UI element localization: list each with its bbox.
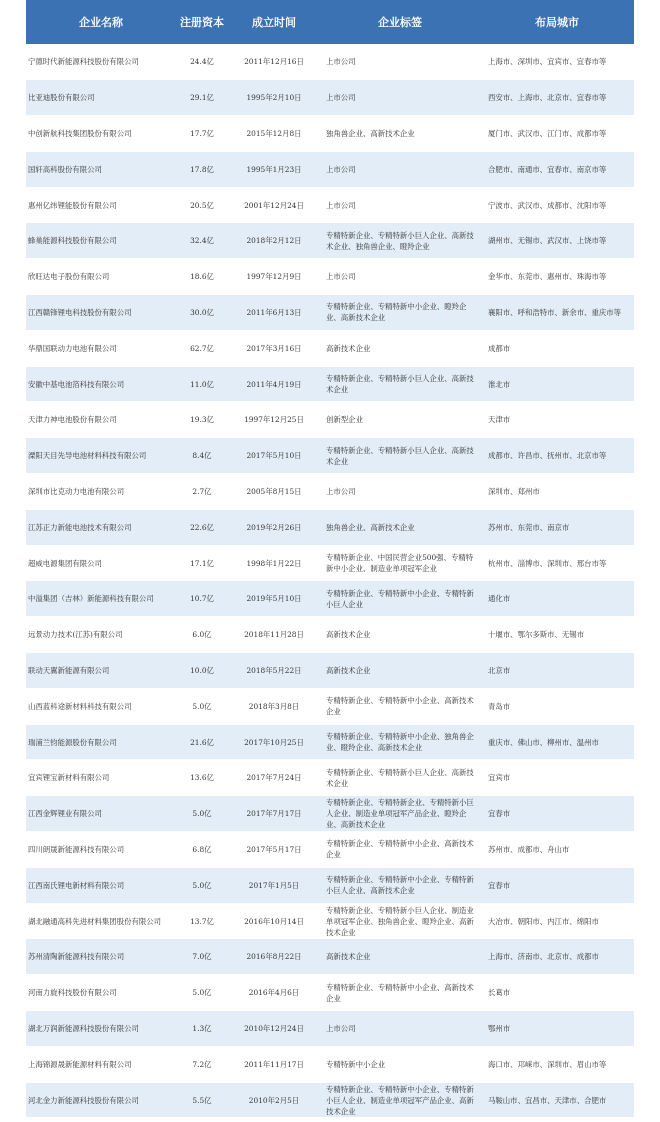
registered-capital-cell: 5.0亿 [176,688,228,724]
registered-capital-cell: 24.4亿 [176,44,228,80]
table-row [26,581,634,617]
founding-date-cell: 1997年12月25日 [228,402,320,438]
layout-cities-cell: 厦门市、武汉市、江门市、成都市等 [480,116,634,152]
founding-date-cell: 1995年2月10日 [228,80,320,116]
company-name-cell: 比亚迪股份有限公司 [26,80,176,116]
company-tags-cell: 专精特新企业、专精特新中小企业、瞪羚企业、高新技术企业 [320,295,480,331]
table-row [26,1046,634,1082]
layout-cities-cell: 天津市 [480,402,634,438]
table-row [26,867,634,903]
layout-cities-cell: 合肥市、南通市、宜春市、南京市等 [480,151,634,187]
table-row [26,187,634,223]
layout-cities-cell: 杭州市、淄博市、深圳市、邢台市等 [480,545,634,581]
company-tags-cell: 专精特新企业、专精特新中小企业、高新技术企业 [320,975,480,1011]
company-tags-cell: 专精特新企业、专精特新中小企业、高新技术企业 [320,688,480,724]
founding-date-cell: 2011年12月16日 [228,44,320,80]
company-name-cell: 江西金辉锂业有限公司 [26,796,176,832]
founding-date-cell: 2016年4月6日 [228,975,320,1011]
founding-date-cell: 2019年5月10日 [228,581,320,617]
company-tags-cell: 独角兽企业、高新技术企业 [320,509,480,545]
table-row [26,295,634,331]
layout-cities-cell: 青岛市 [480,688,634,724]
table-row [26,724,634,760]
registered-capital-cell: 18.6亿 [176,259,228,295]
company-name-cell: 中创新航科技集团股份有限公司 [26,116,176,152]
registered-capital-cell: 20.5亿 [176,187,228,223]
layout-cities-cell: 西安市、上海市、北京市、宜春市等 [480,80,634,116]
founding-date-cell: 2011年11月17日 [228,1046,320,1082]
company-name-cell: 宜宾锂宝新材料有限公司 [26,760,176,796]
table-row [26,438,634,474]
registered-capital-cell: 7.2亿 [176,1046,228,1082]
company-name-cell: 国轩高科股份有限公司 [26,151,176,187]
registered-capital-cell: 5.0亿 [176,867,228,903]
company-tags-cell: 专精特新企业、专精特新小巨人企业、高新技术企业、独角兽企业、瞪羚企业 [320,223,480,259]
registered-capital-cell: 1.3亿 [176,1011,228,1047]
registered-capital-cell: 13.6亿 [176,760,228,796]
founding-date-cell: 2017年5月17日 [228,832,320,868]
company-tags-cell: 高新技术企业 [320,939,480,975]
company-table-container [26,0,634,1118]
table-row [26,760,634,796]
table-row [26,474,634,510]
header-layout-cities: 布局城市 [480,0,634,44]
registered-capital-cell: 19.3亿 [176,402,228,438]
table-row [26,330,634,366]
layout-cities-cell: 马鞍山市、宜昌市、天津市、合肥市 [480,1082,634,1118]
registered-capital-cell: 29.1亿 [176,80,228,116]
registered-capital-cell: 2.7亿 [176,474,228,510]
company-tags-cell: 创新型企业 [320,402,480,438]
registered-capital-cell: 17.8亿 [176,151,228,187]
company-name-cell: 上海锦源晟新能源材料有限公司 [26,1046,176,1082]
table-row [26,939,634,975]
founding-date-cell: 1998年1月22日 [228,545,320,581]
founding-date-cell: 2018年5月22日 [228,653,320,689]
table-row [26,509,634,545]
layout-cities-cell: 大冶市、朝阳市、内江市、绵阳市 [480,903,634,939]
founding-date-cell: 2015年12月8日 [228,116,320,152]
layout-cities-cell: 上海市、深圳市、宜宾市、宜春市等 [480,44,634,80]
registered-capital-cell: 10.0亿 [176,653,228,689]
table-row [26,366,634,402]
founding-date-cell: 1997年12月9日 [228,259,320,295]
layout-cities-cell: 湖州市、无锡市、武汉市、上饶市等 [480,223,634,259]
table-row [26,796,634,832]
company-tags-cell: 上市公司 [320,474,480,510]
company-name-cell: 华鼎国联动力电池有限公司 [26,330,176,366]
company-name-cell: 山西蓝科途新材料科技有限公司 [26,688,176,724]
company-name-cell: 超威电源集团有限公司 [26,545,176,581]
table-row [26,545,634,581]
company-name-cell: 河南力旋科技股份有限公司 [26,975,176,1011]
table-row [26,80,634,116]
founding-date-cell: 2019年2月26日 [228,509,320,545]
company-tags-cell: 上市公司 [320,187,480,223]
registered-capital-cell: 5.0亿 [176,975,228,1011]
table-row [26,44,634,80]
registered-capital-cell: 6.8亿 [176,832,228,868]
founding-date-cell: 2017年1月5日 [228,867,320,903]
registered-capital-cell: 10.7亿 [176,581,228,617]
table-row [26,832,634,868]
founding-date-cell: 2017年7月24日 [228,760,320,796]
table-row [26,151,634,187]
layout-cities-cell: 宁波市、武汉市、成都市、沈阳市等 [480,187,634,223]
founding-date-cell: 2018年3月8日 [228,688,320,724]
layout-cities-cell: 宜宾市 [480,760,634,796]
layout-cities-cell: 宜春市 [480,867,634,903]
company-tags-cell: 专精特新企业、专精特新小巨人企业、高新技术企业 [320,760,480,796]
layout-cities-cell: 通化市 [480,581,634,617]
company-tags-cell: 专精特新企业、中国民营企业500强、专精特新中小企业、制造业单项冠军企业 [320,545,480,581]
founding-date-cell: 2011年4月19日 [228,366,320,402]
company-name-cell: 天津力神电池股份有限公司 [26,402,176,438]
company-name-cell: 欣旺达电子股份有限公司 [26,259,176,295]
registered-capital-cell: 8.4亿 [176,438,228,474]
company-name-cell: 联动天翼新能源有限公司 [26,653,176,689]
table-row [26,116,634,152]
layout-cities-cell: 海口市、邛崃市、深圳市、眉山市等 [480,1046,634,1082]
company-tags-cell: 专精特新企业、专精特新中小企业、高新技术企业 [320,832,480,868]
layout-cities-cell: 十堰市、鄂尔多斯市、无锡市 [480,617,634,653]
company-name-cell: 安徽中基电池箔科技有限公司 [26,366,176,402]
founding-date-cell: 2017年3月16日 [228,330,320,366]
registered-capital-cell: 11.0亿 [176,366,228,402]
founding-date-cell: 2016年10月14日 [228,903,320,939]
company-table [26,0,634,1118]
registered-capital-cell: 5.5亿 [176,1082,228,1118]
founding-date-cell: 2018年11月28日 [228,617,320,653]
header-founding-date: 成立时间 [228,0,320,44]
founding-date-cell: 2010年12月24日 [228,1011,320,1047]
table-row [26,688,634,724]
company-tags-cell: 上市公司 [320,1011,480,1047]
company-tags-cell: 专精特新企业、专精特新中小企业、专精特新小巨人企业 [320,581,480,617]
company-tags-cell: 专精特新企业、专精特新小巨人企业、制造业单项冠军企业、独角兽企业、瞪羚企业、高新技术企业 [320,903,480,939]
company-name-cell: 远景动力技术(江苏)有限公司 [26,617,176,653]
layout-cities-cell: 鄂州市 [480,1011,634,1047]
company-tags-cell: 独角兽企业、高新技术企业 [320,116,480,152]
registered-capital-cell: 30.0亿 [176,295,228,331]
table-body [26,44,634,1118]
founding-date-cell: 2010年2月5日 [228,1082,320,1118]
company-name-cell: 苏州清陶新能源科技有限公司 [26,939,176,975]
company-tags-cell: 专精特新企业、专精特新企业、专精特新小巨人企业、制造业单项冠军产品企业、瞪羚企业、高新技术企业 [320,796,480,832]
founding-date-cell: 2016年8月22日 [228,939,320,975]
company-name-cell: 宁德时代新能源科技股份有限公司 [26,44,176,80]
company-tags-cell: 高新技术企业 [320,330,480,366]
registered-capital-cell: 17.7亿 [176,116,228,152]
company-name-cell: 河北金力新能源科技股份有限公司 [26,1082,176,1118]
company-tags-cell: 专精特新企业、专精特新中小企业、专精特新小巨人企业、制造业单项冠军产品企业、高新技术企业 [320,1082,480,1118]
registered-capital-cell: 62.7亿 [176,330,228,366]
company-name-cell: 江西南氏锂电新材料有限公司 [26,867,176,903]
table-row [26,223,634,259]
company-tags-cell: 专精特新企业、专精特新小巨人企业、高新技术企业 [320,366,480,402]
company-tags-cell: 上市公司 [320,259,480,295]
registered-capital-cell: 13.7亿 [176,903,228,939]
company-name-cell: 湖北万润新能源科技股份有限公司 [26,1011,176,1047]
founding-date-cell: 2017年7月17日 [228,796,320,832]
table-row [26,1082,634,1118]
layout-cities-cell: 苏州市、东莞市、南京市 [480,509,634,545]
founding-date-cell: 2017年10月25日 [228,724,320,760]
company-name-cell: 溧阳天目先导电池材料科技有限公司 [26,438,176,474]
founding-date-cell: 2018年2月12日 [228,223,320,259]
layout-cities-cell: 成都市 [480,330,634,366]
founding-date-cell: 2005年8月15日 [228,474,320,510]
company-name-cell: 江苏正力新能电池技术有限公司 [26,509,176,545]
layout-cities-cell: 苏州市、成都市、舟山市 [480,832,634,868]
layout-cities-cell: 长葛市 [480,975,634,1011]
registered-capital-cell: 17.1亿 [176,545,228,581]
registered-capital-cell: 32.4亿 [176,223,228,259]
company-tags-cell: 上市公司 [320,151,480,187]
registered-capital-cell: 6.0亿 [176,617,228,653]
company-tags-cell: 高新技术企业 [320,653,480,689]
founding-date-cell: 2001年12月24日 [228,187,320,223]
company-name-cell: 惠州亿纬锂能股份有限公司 [26,187,176,223]
layout-cities-cell: 上海市、济南市、北京市、成都市 [480,939,634,975]
table-row [26,1011,634,1047]
layout-cities-cell: 北京市 [480,653,634,689]
layout-cities-cell: 深圳市、郑州市 [480,474,634,510]
company-name-cell: 中溢集团（吉林）新能源科技有限公司 [26,581,176,617]
founding-date-cell: 2011年6月13日 [228,295,320,331]
company-name-cell: 湖北融通高科先进材料集团股份有限公司 [26,903,176,939]
company-tags-cell: 专精特新企业、专精特新小巨人企业、高新技术企业 [320,438,480,474]
company-tags-cell: 上市公司 [320,80,480,116]
layout-cities-cell: 襄阳市、呼和浩特市、新余市、重庆市等 [480,295,634,331]
table-row [26,617,634,653]
table-row [26,975,634,1011]
registered-capital-cell: 5.0亿 [176,796,228,832]
table-row [26,402,634,438]
company-name-cell: 江西赣锋锂电科技股份有限公司 [26,295,176,331]
table-row [26,259,634,295]
table-header-row [26,0,634,44]
company-name-cell: 四川朗晟新能源科技有限公司 [26,832,176,868]
company-tags-cell: 上市公司 [320,44,480,80]
company-name-cell: 瑞浦兰钧能源股份有限公司 [26,724,176,760]
registered-capital-cell: 21.6亿 [176,724,228,760]
header-company-tags: 企业标签 [320,0,480,44]
founding-date-cell: 1995年1月23日 [228,151,320,187]
table-row [26,653,634,689]
company-name-cell: 蜂巢能源科技股份有限公司 [26,223,176,259]
layout-cities-cell: 宜春市 [480,796,634,832]
registered-capital-cell: 22.6亿 [176,509,228,545]
table-row [26,903,634,939]
layout-cities-cell: 成都市、许昌市、抚州市、北京市等 [480,438,634,474]
layout-cities-cell: 淮北市 [480,366,634,402]
layout-cities-cell: 重庆市、佛山市、柳州市、温州市 [480,724,634,760]
company-tags-cell: 高新技术企业 [320,617,480,653]
company-tags-cell: 专精特新企业、专精特新中小企业、独角兽企业、瞪羚企业、高新技术企业 [320,724,480,760]
company-name-cell: 深圳市比克动力电池有限公司 [26,474,176,510]
layout-cities-cell: 金华市、东莞市、惠州市、珠海市等 [480,259,634,295]
header-registered-capital: 注册资本 [176,0,228,44]
registered-capital-cell: 7.0亿 [176,939,228,975]
company-tags-cell: 专精特新企业、专精特新中小企业、专精特新小巨人企业、高新技术企业 [320,867,480,903]
founding-date-cell: 2017年5月10日 [228,438,320,474]
header-company-name: 企业名称 [26,0,176,44]
company-tags-cell: 专精特新中小企业 [320,1046,480,1082]
